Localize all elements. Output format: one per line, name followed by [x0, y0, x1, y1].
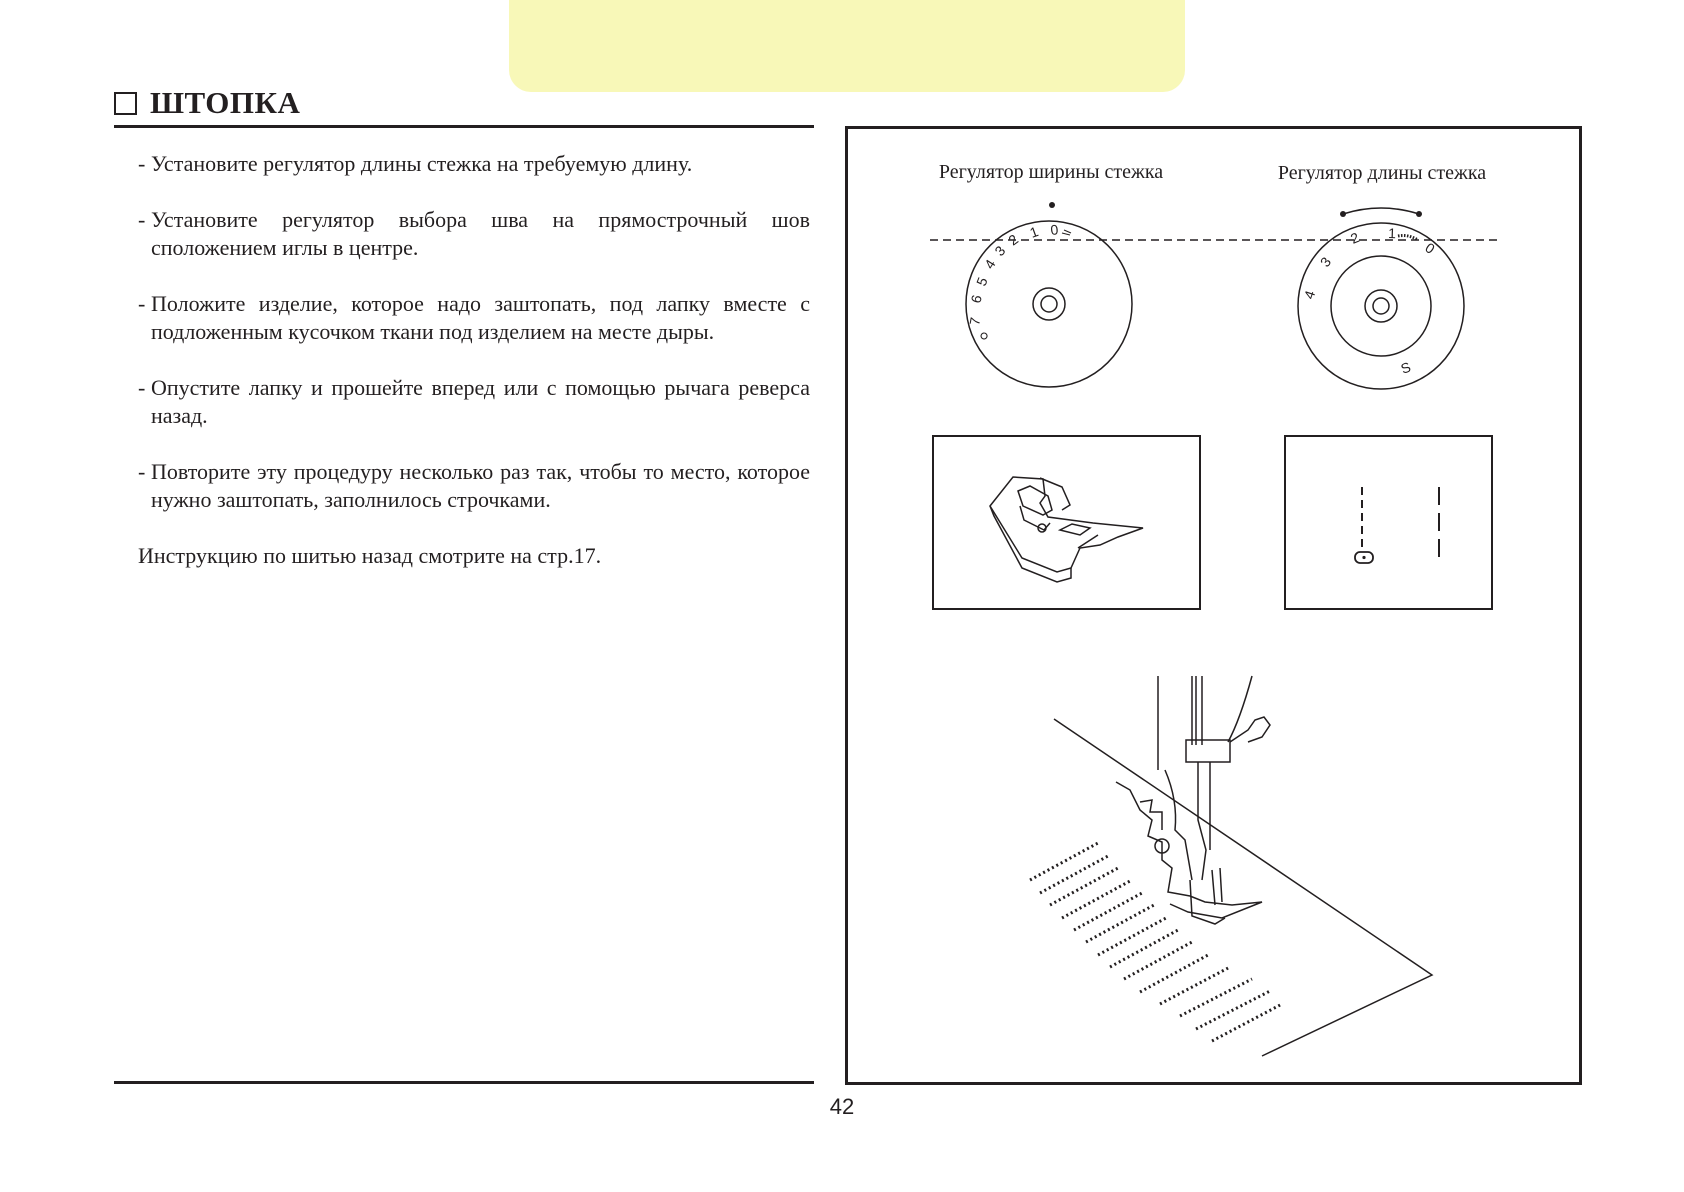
width-mark: 6 — [967, 293, 985, 305]
length-mark: 1 — [1387, 225, 1397, 242]
step-text: Повторите эту процедуру несколько раз так, чтобы то место, которое нужно заштопать, заполнилось строчками. — [151, 459, 810, 512]
width-mark: 1 — [1027, 223, 1041, 241]
step-bullet: - — [138, 291, 146, 316]
page-title: ШТОПКА — [150, 85, 301, 120]
width-mark: 7 — [966, 316, 984, 327]
page-number: 42 — [829, 1094, 855, 1119]
width-mark: 2 — [1005, 230, 1022, 249]
step-text: Опустите лапку и прошейте вперед или с помощью рычага реверса назад. — [151, 375, 810, 428]
length-mark: 0 — [1422, 239, 1438, 257]
instruction-step — [138, 290, 810, 346]
width-mark: 4 — [980, 256, 999, 272]
illustration-frame — [845, 126, 1582, 1085]
width-mark: 0 — [1049, 221, 1060, 238]
step-bullet: - — [138, 207, 146, 232]
width-mark: 5 — [972, 274, 991, 289]
instruction-step — [138, 374, 810, 430]
section-heading — [114, 80, 300, 126]
bottom-divider — [114, 1081, 814, 1084]
instruction-step — [138, 150, 810, 178]
length-mark: 2 — [1348, 229, 1362, 247]
step-bullet: - — [138, 375, 146, 400]
checkbox-square-icon — [114, 92, 137, 115]
instruction-step — [138, 458, 810, 514]
reference-note: Инструкцию по шитью назад смотрите на стр.17. — [138, 543, 602, 568]
step-text: Установите регулятор длины стежка на требуемую длину. — [151, 151, 693, 176]
step-text: Положите изделие, которое надо заштопать, под лапку вместе с подложенным кусочком ткани под изделием на месте дыры. — [151, 291, 810, 344]
width-mark: 3 — [991, 242, 1009, 260]
instruction-list — [138, 150, 810, 570]
step-bullet: - — [138, 151, 146, 176]
length-dial-label: Регулятор длины стежка — [1277, 162, 1487, 184]
length-mark: S — [1398, 358, 1413, 377]
top-divider — [114, 125, 814, 128]
step-bullet: - — [138, 459, 146, 484]
header-tab — [509, 0, 1185, 92]
length-mark: 3 — [1316, 253, 1335, 270]
instruction-step — [138, 206, 810, 262]
length-mark: 4 — [1300, 288, 1319, 301]
step-text: Установите регулятор выбора шва на прямострочный шов сположением иглы в центре. — [151, 207, 810, 260]
width-dial-label: Регулятор ширины стежка — [938, 161, 1164, 183]
